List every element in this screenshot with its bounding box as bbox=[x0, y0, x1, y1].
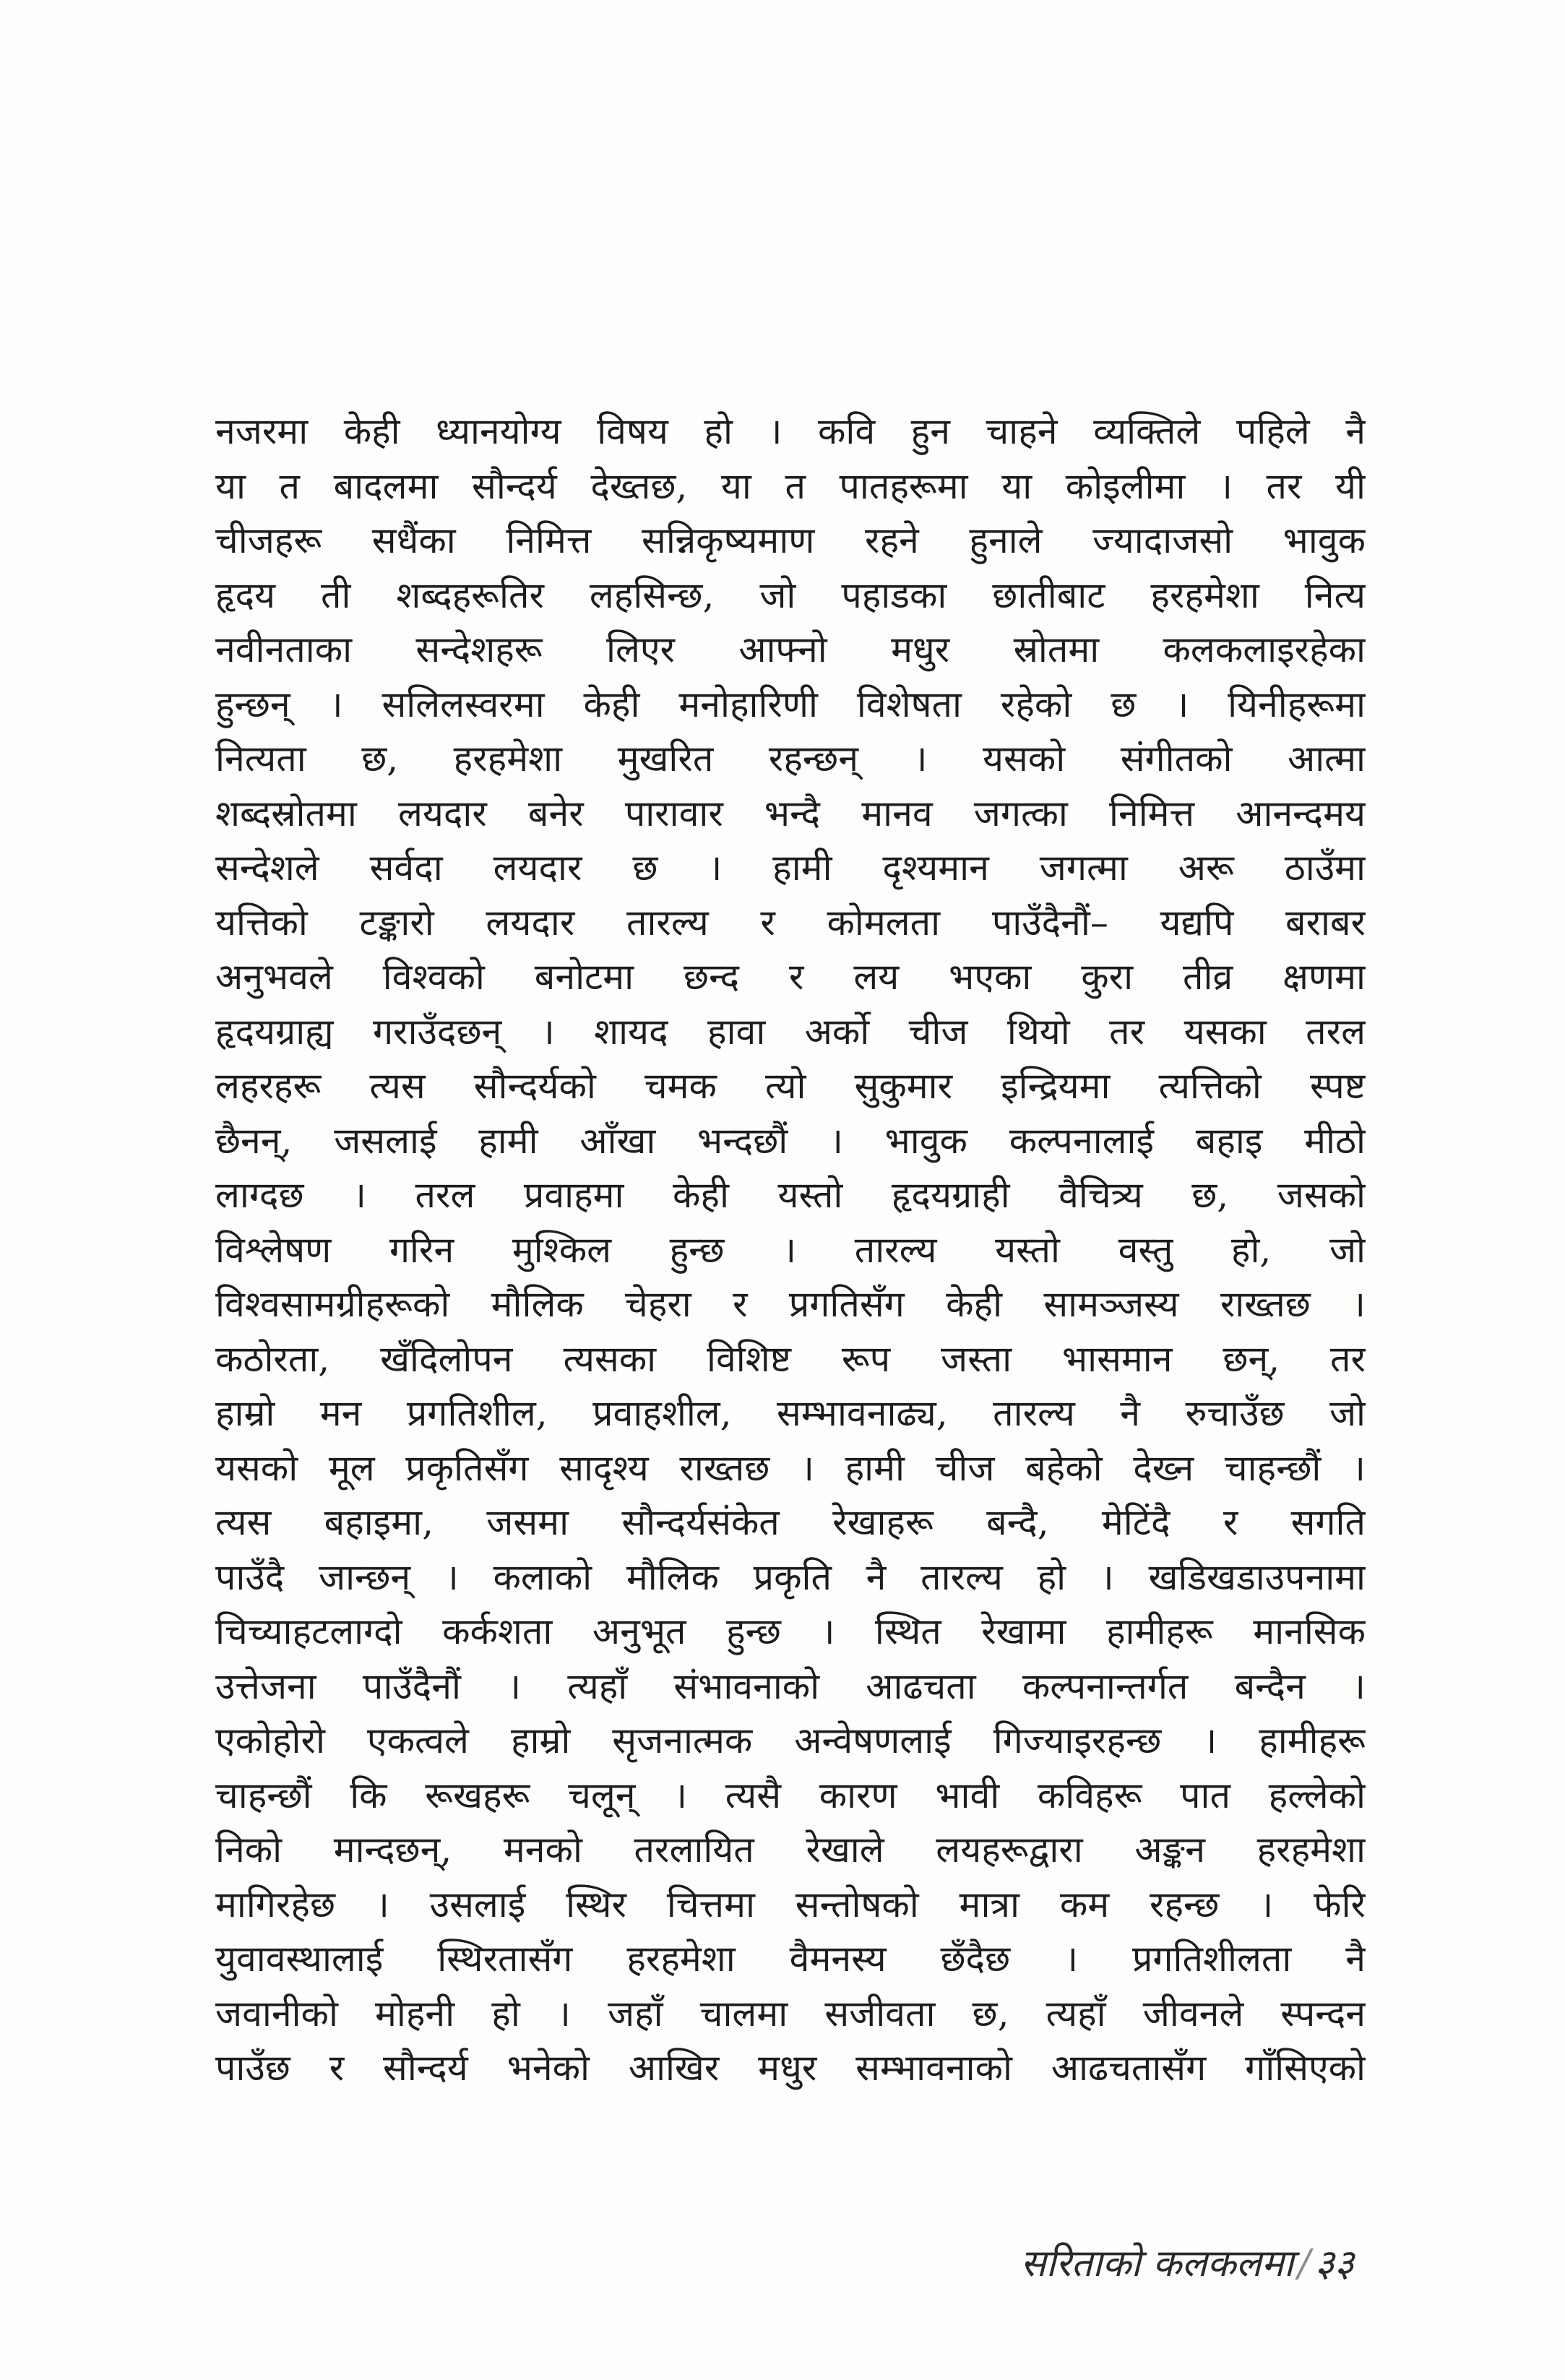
text-line: चीजहरू सधैंका निमित्त सन्निकृष्यमाण रहने हुनाले ज्यादाजसो भावुक bbox=[215, 519, 1366, 561]
text-line: एकोहोरो एकत्वले हाम्रो सृजनात्मक अन्वेषणलाई गिज्याइरहन्छ । हामीहरू bbox=[215, 1720, 1366, 1762]
running-title: सरिताको कलकलमा bbox=[1020, 2242, 1294, 2285]
text-line: पाउँछ र सौन्दर्य भनेको आखिर मधुर सम्भावनाको आढचतासँग गाँसिएको bbox=[215, 2047, 1366, 2089]
text-line: चिच्याहटलाग्दो कर्कशता अनुभूत हुन्छ । स्थित रेखामा हामीहरू मानसिक bbox=[215, 1611, 1366, 1652]
body-text bbox=[215, 405, 1366, 2096]
text-line: निको मान्दछन्, मनको तरलायित रेखाले लयहरूद्वारा अङ्कन हरहमेशा bbox=[215, 1829, 1366, 1871]
text-line: पाउँदै जान्छन् । कलाको मौलिक प्रकृति नै तारल्य हो । खडिखडाउपनामा bbox=[215, 1556, 1366, 1598]
text-line: विश्वसामग्रीहरूको मौलिक चेहरा र प्रगतिसँग केही सामञ्जस्य राख्तछ । bbox=[215, 1283, 1366, 1325]
text-line: त्यस बहाइमा, जसमा सौन्दर्यसंकेत रेखाहरू बन्दै, मेटिंदै र सगति bbox=[215, 1501, 1366, 1543]
text-line: लाग्दछ । तरल प्रवाहमा केही यस्तो हृदयग्राही वैचित्र्य छ, जसको bbox=[215, 1174, 1366, 1216]
page-number: ३३ bbox=[1314, 2242, 1354, 2285]
text-line: युवावस्थालाई स्थिरतासँग हरहमेशा वैमनस्य छँदैछ । प्रगतिशीलता नै bbox=[215, 1938, 1366, 1980]
text-line: यसको मूल प्रकृतिसँग सादृश्य राख्तछ । हामी चीज बहेको देख्न चाहन्छौं । bbox=[215, 1446, 1366, 1489]
text-line: हृदय ती शब्दहरूतिर लहसिन्छ, जो पहाडका छातीबाट हरहमेशा नित्य bbox=[215, 574, 1366, 616]
text-line: अनुभवले विश्वको बनोटमा छन्द र लय भएका कुरा तीव्र क्षणमा bbox=[215, 956, 1366, 998]
text-line: लहरहरू त्यस सौन्दर्यको चमक त्यो सुकुमार इन्द्रियमा त्यत्तिको स्पष्ट bbox=[215, 1065, 1366, 1107]
text-line: कठोरता, खँदिलोपन त्यसका विशिष्ट रूप जस्ता भासमान छन्, तर bbox=[215, 1337, 1366, 1380]
text-line: हुन्छन् । सलिलस्वरमा केही मनोहारिणी विशेषता रहेको छ । यिनीहरूमा bbox=[215, 683, 1366, 725]
page-footer bbox=[1020, 2236, 1354, 2288]
text-line: नजरमा केही ध्यानयोग्य विषय हो । कवि हुन चाहने व्यक्तिले पहिले नै bbox=[215, 410, 1366, 452]
text-line: नित्यता छ, हरहमेशा मुखरित रहन्छन् । यसको संगीतको आत्मा bbox=[215, 738, 1366, 780]
text-line: यत्तिको टङ्कारो लयदार तारल्य र कोमलता पाउँदैनौं– यद्यपि बराबर bbox=[215, 901, 1366, 944]
text-line: नवीनताका सन्देशहरू लिएर आफ्नो मधुर स्रोतमा कलकलाइरहेका bbox=[215, 629, 1366, 671]
text-line: छैनन्, जसलाई हामी आँखा भन्दछौं । भावुक कल्पनालाई बहाइ मीठो bbox=[215, 1119, 1366, 1162]
text-line: शब्दस्रोतमा लयदार बनेर पारावार भन्दै मानव जगत्का निमित्त आनन्दमय bbox=[215, 792, 1366, 835]
text-line: हाम्रो मन प्रगतिशील, प्रवाहशील, सम्भावनाढ्य, तारल्य नै रुचाउँछ जो bbox=[215, 1392, 1366, 1434]
text-line: उत्तेजना पाउँदैनौं । त्यहाँ संभावनाको आढचता कल्पनान्तर्गत बन्दैन । bbox=[215, 1665, 1366, 1707]
text-line: या त बादलमा सौन्दर्य देख्तछ, या त पातहरूमा या कोइलीमा । तर यी bbox=[215, 465, 1366, 507]
footer-separator: / bbox=[1298, 2242, 1311, 2285]
text-line: मागिरहेछ । उसलाई स्थिर चित्तमा सन्तोषको मात्रा कम रहन्छ । फेरि bbox=[215, 1883, 1366, 1926]
text-line: सन्देशले सर्वदा लयदार छ । हामी दृश्यमान जगत्मा अरू ठाउँमा bbox=[215, 847, 1366, 889]
text-line: जवानीको मोहनी हो । जहाँ चालमा सजीवता छ, त्यहाँ जीवनले स्पन्दन bbox=[215, 1992, 1366, 2035]
text-line: हृदयग्राह्य गराउँदछन् । शायद हावा अर्को चीज थियो तर यसका तरल bbox=[215, 1010, 1366, 1053]
text-line: चाहन्छौं कि रूखहरू चलून् । त्यसै कारण भावी कविहरू पात हल्लेको bbox=[215, 1774, 1366, 1816]
text-line: विश्लेषण गरिन मुश्किल हुन्छ । तारल्य यस्तो वस्तु हो, जो bbox=[215, 1228, 1366, 1271]
